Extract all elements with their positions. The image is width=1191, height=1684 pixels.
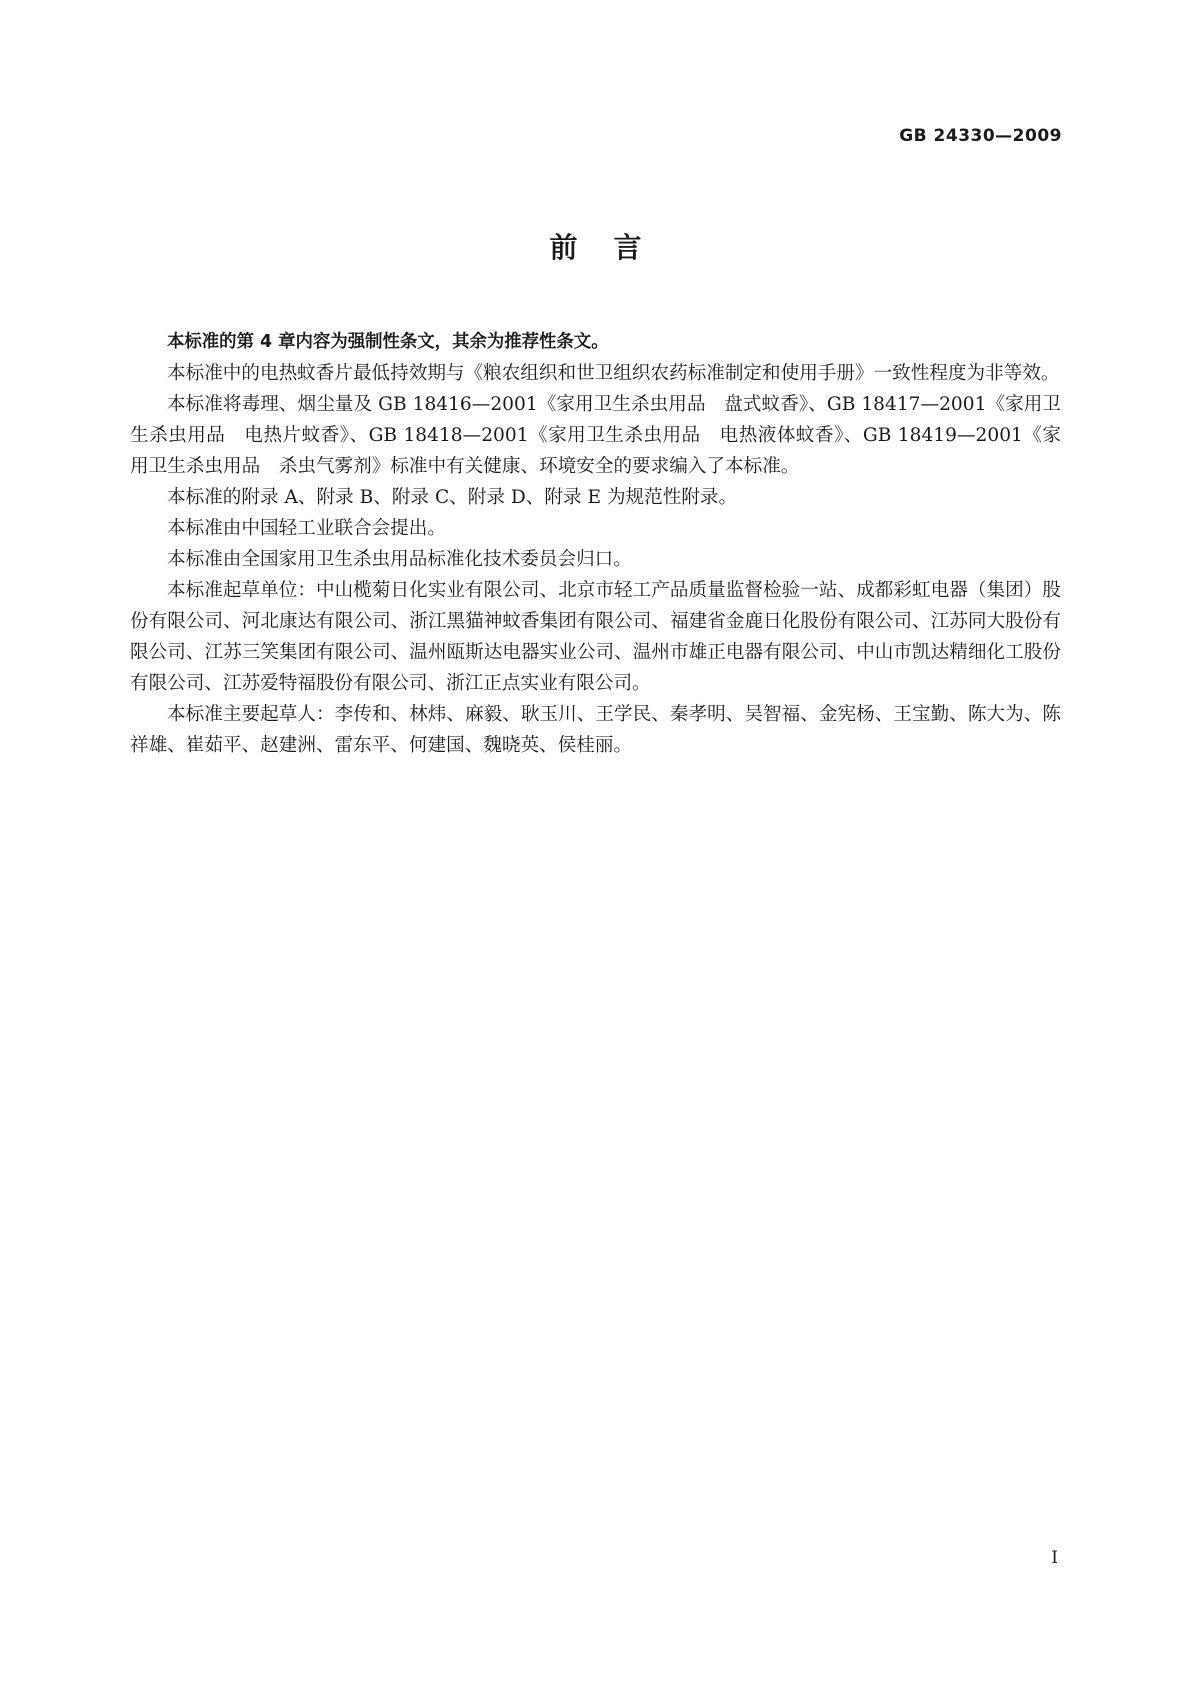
consistency-paragraph: 本标准中的电热蚊香片最低持效期与《粮农组织和世卫组织农药标准制定和使用手册》一致性程度为非等效。 xyxy=(167,363,1060,384)
mandatory-clause-statement: 本标准的第 4 章内容为强制性条文，其余为推荐性条文。 xyxy=(167,332,609,352)
drafters-paragraph: 本标准主要起草人：李传和、林炜、麻毅、耿玉川、王学民、秦孝明、吴智福、金宪杨、王宝勤、陈大为、陈祥雄、崔茹平、赵建洲、雷东平、何建国、魏晓英、侯桂丽。 xyxy=(130,704,1061,756)
standard-number: GB 24330—2009 xyxy=(899,126,1062,146)
foreword-body xyxy=(130,327,1061,761)
committee-paragraph: 本标准由全国家用卫生杀虫用品标准化技术委员会归口。 xyxy=(167,549,632,570)
title-char-1: 前 xyxy=(549,231,578,264)
title-char-2: 言 xyxy=(613,231,642,264)
annex-paragraph: 本标准的附录 A、附录 B、附录 C、附录 D、附录 E 为规范性附录。 xyxy=(167,487,738,508)
page-title xyxy=(0,226,1191,266)
incorporated-standards-paragraph: 本标准将毒理、烟尘量及 GB 18416—2001《家用卫生杀虫用品 盘式蚊香》、GB 18417—2001《家用卫生杀虫用品 电热片蚊香》、GB 18418—2001《家用卫生杀虫用品 电热液体蚊香》、GB 18419—2001《家用卫生杀虫用品 杀虫气雾剂》标准中有关健康、环境安全的要求编入了本标准。 xyxy=(130,394,1061,477)
drafting-units-paragraph: 本标准起草单位：中山榄菊日化实业有限公司、北京市轻工产品质量监督检验一站、成都彩虹电器（集团）股份有限公司、河北康达有限公司、浙江黑猫神蚊香集团有限公司、福建省金鹿日化股份有限公司、江苏同大股份有限公司、江苏三笑集团有限公司、温州瓯斯达电器实业公司、温州市雄正电器有限公司、中山市凯达精细化工股份有限公司、江苏爱特福股份有限公司、浙江正点实业有限公司。 xyxy=(130,580,1061,694)
page-number: I xyxy=(1051,1548,1058,1568)
proposer-paragraph: 本标准由中国轻工业联合会提出。 xyxy=(167,518,446,539)
